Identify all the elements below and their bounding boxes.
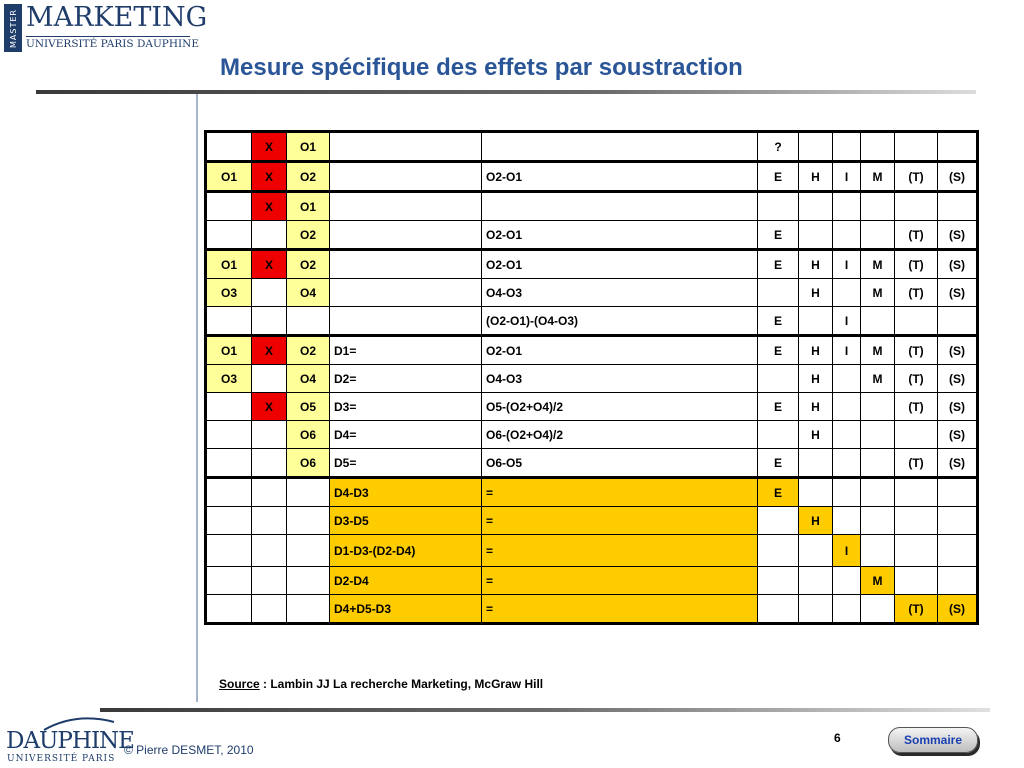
table-cell: H bbox=[799, 279, 833, 307]
table-cell: (T) bbox=[895, 449, 938, 478]
table-cell: M bbox=[861, 250, 895, 279]
table-cell bbox=[758, 507, 799, 535]
table-cell bbox=[833, 393, 861, 421]
table-cell: O6-(O2+O4)/2 bbox=[482, 421, 758, 449]
table-row bbox=[206, 507, 978, 535]
table-cell: (S) bbox=[938, 221, 978, 250]
table-row bbox=[206, 221, 978, 250]
table-cell: I bbox=[833, 162, 861, 192]
table-cell bbox=[799, 132, 833, 162]
source-note bbox=[219, 677, 543, 691]
table-cell bbox=[938, 535, 978, 567]
table-cell: D1= bbox=[330, 336, 482, 365]
table-cell: O3 bbox=[206, 279, 252, 307]
table-cell: X bbox=[252, 250, 287, 279]
table-cell bbox=[833, 192, 861, 221]
table-cell bbox=[938, 307, 978, 336]
table-cell: O4-O3 bbox=[482, 279, 758, 307]
table-cell: E bbox=[758, 221, 799, 250]
table-cell: (S) bbox=[938, 279, 978, 307]
table-cell: O2 bbox=[287, 250, 330, 279]
table-cell bbox=[330, 307, 482, 336]
table-cell: = bbox=[482, 478, 758, 507]
table-cell: O4-O3 bbox=[482, 365, 758, 393]
table-cell: X bbox=[252, 192, 287, 221]
logo-university-text: UNIVERSITÉ PARIS DAUPHINE bbox=[26, 38, 200, 50]
table-cell: M bbox=[861, 336, 895, 365]
table-cell: D2= bbox=[330, 365, 482, 393]
table-cell bbox=[861, 192, 895, 221]
table-cell: = bbox=[482, 535, 758, 567]
table-cell bbox=[938, 192, 978, 221]
table-cell: I bbox=[833, 250, 861, 279]
table-cell: O1 bbox=[287, 132, 330, 162]
table-cell: X bbox=[252, 336, 287, 365]
header-rule bbox=[36, 90, 976, 94]
table-cell bbox=[252, 478, 287, 507]
copyright-text: © Pierre DESMET, 2010 bbox=[124, 743, 254, 757]
table-cell bbox=[861, 507, 895, 535]
table-cell bbox=[252, 507, 287, 535]
table-cell: H bbox=[799, 162, 833, 192]
table-cell bbox=[799, 535, 833, 567]
table-cell bbox=[938, 478, 978, 507]
table-cell: O1 bbox=[206, 336, 252, 365]
table-cell bbox=[252, 449, 287, 478]
table-cell: (O2-O1)-(O4-O3) bbox=[482, 307, 758, 336]
table-row bbox=[206, 478, 978, 507]
table-cell: D4= bbox=[330, 421, 482, 449]
page-number: 6 bbox=[834, 731, 841, 745]
table-cell bbox=[252, 595, 287, 624]
table-cell bbox=[330, 162, 482, 192]
table-cell: H bbox=[799, 507, 833, 535]
table-cell: H bbox=[799, 336, 833, 365]
table-cell bbox=[287, 478, 330, 507]
table-cell bbox=[861, 132, 895, 162]
footer-rule bbox=[100, 708, 990, 712]
table-cell bbox=[833, 478, 861, 507]
table-cell bbox=[861, 307, 895, 336]
table-cell bbox=[799, 449, 833, 478]
table-cell bbox=[252, 279, 287, 307]
table-cell bbox=[895, 307, 938, 336]
table-row bbox=[206, 365, 978, 393]
table-row bbox=[206, 595, 978, 624]
table-cell: H bbox=[799, 250, 833, 279]
table-cell: (T) bbox=[895, 595, 938, 624]
table-cell: E bbox=[758, 393, 799, 421]
table-cell: O5 bbox=[287, 393, 330, 421]
table-cell bbox=[252, 365, 287, 393]
table-row bbox=[206, 307, 978, 336]
dauphine-logo-text: DAUPHINE bbox=[6, 728, 134, 754]
dauphine-logo-subtext: UNIVERSITÉ PARIS bbox=[7, 754, 116, 764]
table-cell: D4+D5-D3 bbox=[330, 595, 482, 624]
table-cell: M bbox=[861, 279, 895, 307]
table-cell bbox=[287, 595, 330, 624]
table-row bbox=[206, 393, 978, 421]
table-cell bbox=[330, 250, 482, 279]
table-cell bbox=[482, 192, 758, 221]
table-cell: (S) bbox=[938, 595, 978, 624]
table-cell bbox=[895, 132, 938, 162]
table-cell bbox=[861, 449, 895, 478]
table-cell bbox=[206, 507, 252, 535]
table-cell: (S) bbox=[938, 250, 978, 279]
table-cell: O4 bbox=[287, 279, 330, 307]
table-cell: H bbox=[799, 393, 833, 421]
table-cell: = bbox=[482, 567, 758, 595]
table-cell bbox=[938, 507, 978, 535]
table-cell bbox=[833, 595, 861, 624]
table-cell bbox=[206, 307, 252, 336]
table-cell bbox=[287, 307, 330, 336]
table-cell bbox=[252, 535, 287, 567]
table-cell: ? bbox=[758, 132, 799, 162]
table-cell bbox=[330, 132, 482, 162]
table-cell bbox=[287, 507, 330, 535]
table-cell: D5= bbox=[330, 449, 482, 478]
table-cell bbox=[895, 507, 938, 535]
table-cell bbox=[861, 393, 895, 421]
table-row bbox=[206, 449, 978, 478]
table-cell: O1 bbox=[206, 162, 252, 192]
table-cell: E bbox=[758, 307, 799, 336]
table-cell bbox=[758, 535, 799, 567]
table-cell bbox=[799, 595, 833, 624]
table-cell bbox=[833, 567, 861, 595]
table-cell: O5-(O2+O4)/2 bbox=[482, 393, 758, 421]
table-cell bbox=[895, 421, 938, 449]
table-cell bbox=[799, 307, 833, 336]
table-cell bbox=[799, 478, 833, 507]
table-cell: (T) bbox=[895, 221, 938, 250]
table-row bbox=[206, 132, 978, 162]
table-cell: O2-O1 bbox=[482, 221, 758, 250]
table-row bbox=[206, 279, 978, 307]
table-cell: O4 bbox=[287, 365, 330, 393]
logo-divider bbox=[26, 36, 190, 37]
table-cell: E bbox=[758, 449, 799, 478]
table-cell bbox=[895, 478, 938, 507]
dauphine-logo bbox=[6, 716, 134, 764]
table-cell bbox=[895, 535, 938, 567]
table-cell bbox=[833, 132, 861, 162]
table-cell bbox=[330, 192, 482, 221]
effects-table bbox=[204, 130, 979, 625]
table-cell bbox=[252, 567, 287, 595]
table-cell: X bbox=[252, 132, 287, 162]
table-cell: O6 bbox=[287, 421, 330, 449]
table-cell bbox=[206, 595, 252, 624]
table-cell bbox=[799, 221, 833, 250]
table-row bbox=[206, 567, 978, 595]
table-cell: (S) bbox=[938, 421, 978, 449]
table-cell bbox=[206, 192, 252, 221]
table-cell bbox=[833, 507, 861, 535]
page-title: Mesure spécifique des effets par soustraction bbox=[220, 54, 743, 81]
table-cell: I bbox=[833, 535, 861, 567]
table-cell: H bbox=[799, 365, 833, 393]
sommaire-button[interactable]: Sommaire bbox=[888, 727, 978, 753]
table-row bbox=[206, 336, 978, 365]
table-cell bbox=[758, 279, 799, 307]
table-cell: O2-O1 bbox=[482, 336, 758, 365]
table-cell: O2 bbox=[287, 221, 330, 250]
table-cell bbox=[799, 567, 833, 595]
table-cell bbox=[758, 595, 799, 624]
table-cell bbox=[482, 132, 758, 162]
table-cell bbox=[330, 221, 482, 250]
table-cell bbox=[895, 192, 938, 221]
table-cell bbox=[833, 449, 861, 478]
table-cell: D1-D3-(D2-D4) bbox=[330, 535, 482, 567]
table-cell bbox=[206, 421, 252, 449]
table-cell bbox=[206, 132, 252, 162]
table-cell: D2-D4 bbox=[330, 567, 482, 595]
table-cell: O6 bbox=[287, 449, 330, 478]
table-cell: I bbox=[833, 307, 861, 336]
table-cell bbox=[833, 279, 861, 307]
table-cell bbox=[938, 132, 978, 162]
table-cell: M bbox=[861, 365, 895, 393]
table-cell: (T) bbox=[895, 393, 938, 421]
table-cell bbox=[206, 393, 252, 421]
table-cell bbox=[252, 221, 287, 250]
table-cell: O3 bbox=[206, 365, 252, 393]
table-row bbox=[206, 535, 978, 567]
table-cell bbox=[330, 279, 482, 307]
table-cell: O1 bbox=[287, 192, 330, 221]
table-cell: (S) bbox=[938, 393, 978, 421]
table-cell: = bbox=[482, 507, 758, 535]
source-text: : Lambin JJ La recherche Marketing, McGraw Hill bbox=[259, 677, 544, 691]
table-cell: O2 bbox=[287, 162, 330, 192]
master-label-box: MASTER bbox=[4, 4, 22, 52]
logo-marketing-text: MARKETING bbox=[26, 2, 208, 33]
table-cell: O6-O5 bbox=[482, 449, 758, 478]
table-cell bbox=[252, 421, 287, 449]
table-cell bbox=[861, 221, 895, 250]
table-cell: (T) bbox=[895, 162, 938, 192]
table-cell bbox=[861, 595, 895, 624]
table-cell bbox=[833, 421, 861, 449]
table-cell: (T) bbox=[895, 365, 938, 393]
table-cell bbox=[287, 567, 330, 595]
table-cell bbox=[938, 567, 978, 595]
table-cell: (T) bbox=[895, 336, 938, 365]
table-cell: X bbox=[252, 393, 287, 421]
table-cell: (S) bbox=[938, 162, 978, 192]
table-cell: O2 bbox=[287, 336, 330, 365]
table-cell: E bbox=[758, 162, 799, 192]
table-cell: H bbox=[799, 421, 833, 449]
table-cell: (T) bbox=[895, 250, 938, 279]
table-cell bbox=[799, 192, 833, 221]
table-cell: I bbox=[833, 336, 861, 365]
table-cell: (S) bbox=[938, 365, 978, 393]
table-cell bbox=[206, 478, 252, 507]
table-cell bbox=[758, 567, 799, 595]
table-cell bbox=[758, 421, 799, 449]
table-cell: O2-O1 bbox=[482, 162, 758, 192]
master-marketing-logo bbox=[4, 2, 208, 52]
table-cell bbox=[206, 221, 252, 250]
table-cell bbox=[252, 307, 287, 336]
table-cell: M bbox=[861, 162, 895, 192]
table-cell bbox=[287, 535, 330, 567]
table-cell: E bbox=[758, 250, 799, 279]
table-cell bbox=[206, 567, 252, 595]
table-cell: = bbox=[482, 595, 758, 624]
table-cell bbox=[206, 535, 252, 567]
table-cell bbox=[895, 567, 938, 595]
table-cell: D3= bbox=[330, 393, 482, 421]
table-cell: M bbox=[861, 567, 895, 595]
table-cell: E bbox=[758, 336, 799, 365]
table-cell bbox=[758, 365, 799, 393]
table-cell: D3-D5 bbox=[330, 507, 482, 535]
table-row bbox=[206, 192, 978, 221]
table-cell bbox=[861, 535, 895, 567]
table-cell bbox=[758, 192, 799, 221]
table-cell: E bbox=[758, 478, 799, 507]
table-cell bbox=[206, 449, 252, 478]
table-cell: (S) bbox=[938, 449, 978, 478]
table-cell bbox=[861, 421, 895, 449]
table-cell: (S) bbox=[938, 336, 978, 365]
table-cell: (T) bbox=[895, 279, 938, 307]
source-label: Source bbox=[219, 677, 260, 691]
table-cell: X bbox=[252, 162, 287, 192]
table-row bbox=[206, 421, 978, 449]
table-cell bbox=[833, 365, 861, 393]
table-cell: O1 bbox=[206, 250, 252, 279]
table-row bbox=[206, 162, 978, 192]
table-row bbox=[206, 250, 978, 279]
table-cell bbox=[861, 478, 895, 507]
table-cell: O2-O1 bbox=[482, 250, 758, 279]
left-vertical-rule bbox=[196, 94, 198, 702]
table-cell bbox=[833, 221, 861, 250]
effects-table-body bbox=[206, 132, 978, 624]
table-cell: D4-D3 bbox=[330, 478, 482, 507]
